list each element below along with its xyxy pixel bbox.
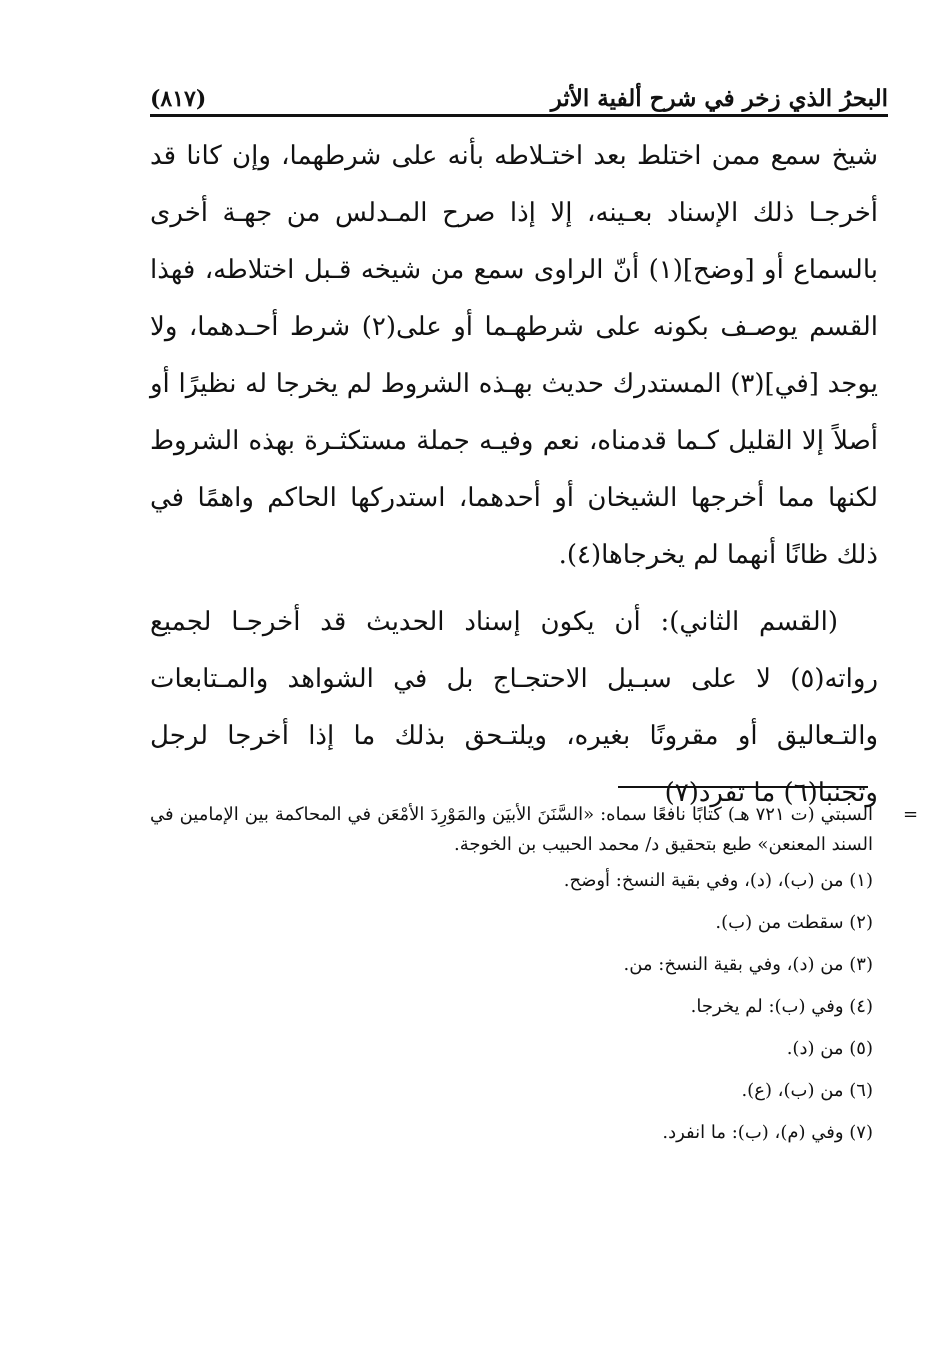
footnotes <box>150 800 873 1154</box>
footnote-item: (٢) سقطت من (ب). <box>715 912 873 933</box>
footnote-item: (٣) من (د)، وفي بقية النسخ: من. <box>623 954 873 975</box>
footnote-item: (٧) وفي (م)، (ب): ما انفرد. <box>662 1122 873 1143</box>
continuation-marker: = <box>903 804 919 825</box>
page-number: (٨١٧) <box>150 86 207 112</box>
footnote-item: (٦) من (ب)، (ع). <box>741 1080 873 1101</box>
footnote-continuation: السبتي (ت ٧٢١ هـ) كتابًا نافعًا سماه: «السَّنَنَ الأبيَن والمَوْرِدَ الأمْعَن في المحاكمة بين الإمامين في السند المعنعن» طبع بتحقيق د/ محمد الحبيب بن الخوجة. <box>150 804 873 855</box>
footnote-separator <box>618 786 868 788</box>
header-rule <box>150 114 888 117</box>
running-header <box>150 72 888 112</box>
footnote-item: (١) من (ب)، (د)، وفي بقية النسخ: أوضح. <box>563 870 873 891</box>
footnote-item: (٤) وفي (ب): لم يخرجا. <box>690 996 873 1017</box>
header-title: البحرُ الذي زخر في شرح ألفية الأثر <box>550 85 888 112</box>
footnote-item: (٥) من (د). <box>786 1038 873 1059</box>
main-text <box>150 128 878 822</box>
paragraph: شيخ سمع ممن اختلط بعد اختـلاطه بأنه على شرطهما، وإن كانا قد أخرجـا ذلك الإسناد بعـينه، إلا إذا صرح المـدلس من جهـة أخرى بالسماع أو [وضح](١) أنّ الراوى سمع من شيخه قـبل اختلاطه، فهذا القسم يوصـف بكونه على شرطهـما أو على(٢) شرط أحـدهما، ولا يوجد [في](٣) المستدرك حديث بهـذه الشروط لم يخرجا له نظيرًا أو أصلاً إلا القليل كـما قدمناه، نعم وفيـه جملة مستكثـرة بهذه الشروط لكنها مما أخرجها الشيخان أو أحدهما، استدركها الحاكم واهمًا في ذلك ظانًا أنهما لم يخرجاها(٤). <box>150 141 879 570</box>
paragraph: (القسم الثاني): أن يكون إسناد الحديث قد أخرجـا لجميع رواته(٥) لا على سبـيل الاحتجـاج بل في الشواهد والمـتابعات والتـعاليق أو مقرونًا بغيره، ويلتـحق بذلك ما إذا أخرجا لرجل وتجنبا(٦) ما تفرد(٧) <box>150 607 878 808</box>
